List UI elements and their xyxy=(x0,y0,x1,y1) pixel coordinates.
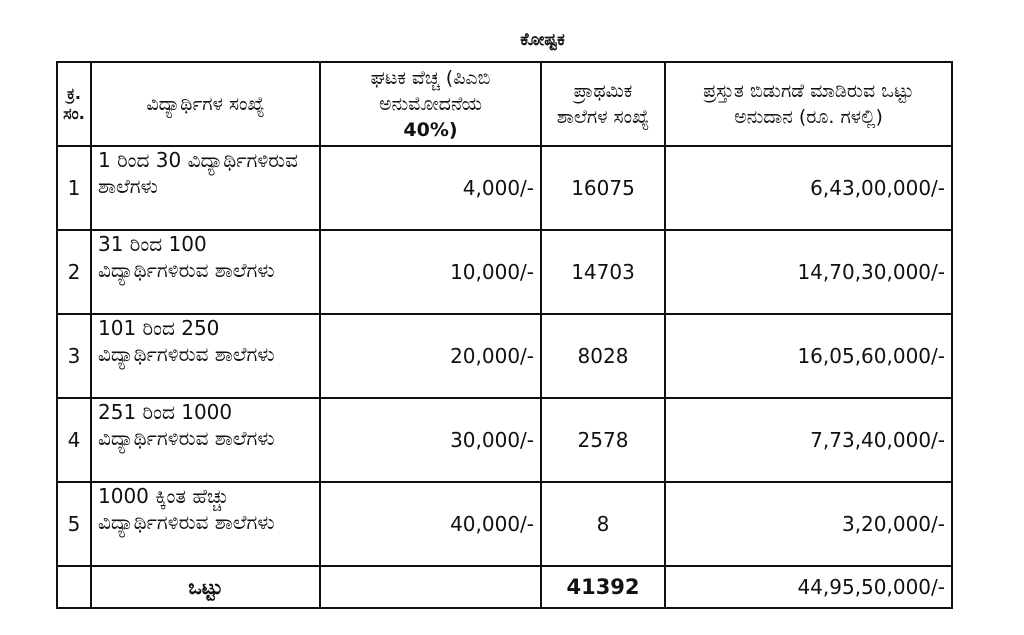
table-row xyxy=(57,482,952,566)
cell-unit-cost: 30,000/- xyxy=(320,398,541,482)
header-unit-cost-percent: 40%) xyxy=(403,119,458,141)
header-unit-cost xyxy=(320,62,541,146)
cell-serial: 4 xyxy=(57,398,91,482)
cell-schools: 14703 xyxy=(541,230,665,314)
grant-table xyxy=(56,61,953,609)
cell-serial-empty xyxy=(57,566,91,608)
cell-category: 1000 ಕ್ಕಿಂತ ಹೆಚ್ಚು ವಿದ್ಯಾರ್ಥಿಗಳಿರುವ ಶಾಲೆಗಳು xyxy=(91,482,320,566)
header-unit-cost-text: ಘಟಕ ವೆಚ್ಚ (ಪಿಎಬಿ ಅನುಮೋದನೆಯ xyxy=(370,67,491,115)
cell-schools: 16075 xyxy=(541,146,665,230)
cell-category: 31 ರಿಂದ 100 ವಿದ್ಯಾರ್ಥಿಗಳಿರುವ ಶಾಲೆಗಳು xyxy=(91,230,320,314)
cell-grant: 16,05,60,000/- xyxy=(665,314,952,398)
cell-serial: 3 xyxy=(57,314,91,398)
header-grant: ಪ್ರಸ್ತುತ ಬಿಡುಗಡೆ ಮಾಡಿರುವ ಒಟ್ಟು ಅನುದಾನ (ರೂ. ಗಳಲ್ಲಿ) xyxy=(665,62,952,146)
table-caption: ಕೋಷ್ಟಕ xyxy=(520,30,565,50)
table-row xyxy=(57,230,952,314)
cell-unit-cost-empty xyxy=(320,566,541,608)
cell-serial: 1 xyxy=(57,146,91,230)
cell-category: 101 ರಿಂದ 250 ವಿದ್ಯಾರ್ಥಿಗಳಿರುವ ಶಾಲೆಗಳು xyxy=(91,314,320,398)
cell-schools: 8 xyxy=(541,482,665,566)
table-row xyxy=(57,146,952,230)
header-serial-number: ಕ್ರ. ಸಂ. xyxy=(57,62,91,146)
total-row xyxy=(57,566,952,608)
table-row xyxy=(57,314,952,398)
cell-schools: 2578 xyxy=(541,398,665,482)
cell-serial: 2 xyxy=(57,230,91,314)
total-grant: 44,95,50,000/- xyxy=(665,566,952,608)
cell-grant: 3,20,000/- xyxy=(665,482,952,566)
cell-unit-cost: 20,000/- xyxy=(320,314,541,398)
cell-category: 251 ರಿಂದ 1000 ವಿದ್ಯಾರ್ಥಿಗಳಿರುವ ಶಾಲೆಗಳು xyxy=(91,398,320,482)
table-row xyxy=(57,398,952,482)
cell-unit-cost: 4,000/- xyxy=(320,146,541,230)
cell-schools: 8028 xyxy=(541,314,665,398)
cell-unit-cost: 40,000/- xyxy=(320,482,541,566)
cell-serial: 5 xyxy=(57,482,91,566)
header-students: ವಿದ್ಯಾರ್ಥಿಗಳ ಸಂಖ್ಯೆ xyxy=(91,62,320,146)
header-schools: ಪ್ರಾಥಮಿಕ ಶಾಲೆಗಳ ಸಂಖ್ಯೆ xyxy=(541,62,665,146)
total-schools: 41392 xyxy=(541,566,665,608)
cell-grant: 6,43,00,000/- xyxy=(665,146,952,230)
cell-category: 1 ರಿಂದ 30 ವಿದ್ಯಾರ್ಥಿಗಳಿರುವ ಶಾಲೆಗಳು xyxy=(91,146,320,230)
total-label: ಒಟ್ಟು xyxy=(91,566,320,608)
cell-grant: 7,73,40,000/- xyxy=(665,398,952,482)
cell-grant: 14,70,30,000/- xyxy=(665,230,952,314)
cell-unit-cost: 10,000/- xyxy=(320,230,541,314)
header-row xyxy=(57,62,952,146)
